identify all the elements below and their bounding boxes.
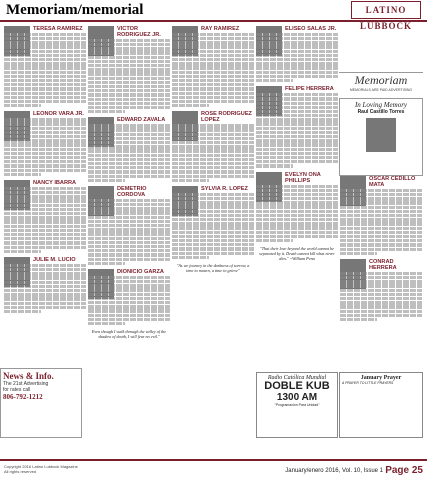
obituary-text [4, 264, 86, 313]
obituary-entry [172, 26, 254, 107]
loving-memory-box [339, 98, 423, 176]
column-3 [172, 26, 254, 446]
page-title: Memoriam/memorial [6, 2, 144, 18]
obituary-name: EDWARD ZAVALA [117, 117, 166, 124]
obituary-text [4, 33, 86, 107]
january-prayer-box [339, 372, 423, 438]
obituary-entry [4, 111, 86, 176]
obituary-entry [88, 186, 170, 265]
obituary-name: DEMETRIO CORDOVA [117, 186, 147, 198]
obituary-name: SYLVIA R. LOPEZ [201, 186, 248, 192]
news-ad-sub: The 21st Advertising [3, 381, 49, 387]
obituary-entry [88, 269, 170, 325]
loving-photo [366, 118, 396, 152]
memoriam-sub: MEMORIALS ARE PAID ADVERTISING [349, 88, 413, 92]
obituary-entry [256, 86, 338, 167]
obituary-text [340, 189, 422, 255]
obituary-text [256, 185, 338, 243]
obituary-name: EVELYN ONA PHILLIPS [285, 171, 321, 184]
memoriam-box [339, 72, 423, 96]
obituary-entry [88, 26, 170, 113]
loving-title: In Loving Memory [354, 101, 408, 109]
obituary-name: ROSE RODRIGUEZ LOPEZ [201, 111, 252, 124]
prayer-sub: A PRAYER TO LITTLE PRAYERS [342, 381, 394, 385]
obituary-entry [4, 26, 86, 107]
obituary-name: JULIE M. LUCIO [33, 257, 76, 263]
news-ad-rates: for rates call [3, 387, 31, 393]
obituary-entry [256, 26, 338, 82]
memorial-quote: Even though I walk through the valley of the shadow of death, I will fear no evil." [91, 329, 167, 340]
prayer-title: January Prayer [360, 375, 402, 381]
obituary-name: CONRAD HERRERA [369, 259, 397, 271]
obituary-entry [340, 176, 422, 255]
obituary-text [172, 33, 254, 107]
obituary-text [88, 276, 170, 325]
memorial-quote: "That their love beyond the world cannot be separated by it. Death cannot kill what never dies." ~William Penn [259, 246, 335, 262]
copyright-line: Copyright 2016 Latino Lubbock Magazine [4, 464, 78, 469]
rights-line: All rights reserved [4, 469, 37, 474]
obituary-text [172, 193, 254, 259]
copyright [4, 464, 78, 474]
obituary-name: LEONOR VARA JR. [33, 111, 84, 118]
news-ad-title: News & Info. [3, 371, 54, 381]
obituary-text [4, 118, 86, 176]
obituary-entry [88, 117, 170, 182]
obituary-name: NANCY IBARRA [33, 180, 77, 186]
obituary-text [88, 39, 170, 113]
obituary-name: RAY RAMIREZ [201, 26, 240, 32]
radio-tagline: "Programación Para Unidad" [274, 403, 320, 407]
obituary-name: VICTOR RODRIGUEZ JR. [117, 26, 161, 38]
obituary-entry [340, 259, 422, 321]
radio-frequency: 1300 AM [276, 392, 318, 403]
page-number: Page 25 [385, 465, 423, 476]
column-5 [340, 176, 422, 396]
footer-rule [0, 459, 427, 461]
obituary-name: ELISEO SALAS JR. [285, 26, 337, 32]
obituary-name: FELIPE HERRERA [285, 86, 334, 93]
page-footer [0, 462, 427, 480]
obituary-name: OSCAR CEDILLO MATA [369, 176, 416, 188]
radio-title: Radio Católica Mundial [267, 375, 327, 381]
radio-name: DOBLE KUB [264, 380, 330, 392]
obituary-text [4, 187, 86, 253]
obituary-name: TERESA RAMIREZ [33, 26, 83, 32]
radio-ad [256, 372, 338, 438]
issue-info: January/enero 2016, Vol. 10, Issue 1 [285, 468, 383, 474]
obituary-entry [256, 172, 338, 243]
memorial-quote: "As we journey in the darkness of sorrow, a time to mourn, a time to grieve" [176, 263, 250, 273]
news-ad-phone: 806-792-1212 [3, 393, 43, 401]
obituary-text [172, 124, 254, 182]
obituary-text [88, 124, 170, 182]
obituary-entry [4, 180, 86, 253]
obituary-entry [172, 186, 254, 259]
memoriam-title: Memoriam [354, 73, 408, 87]
news-info-ad [0, 368, 82, 438]
obituary-entry [4, 257, 86, 313]
obituary-entry [172, 111, 254, 182]
magazine-logo: LATINO LUBBOCK [351, 1, 421, 19]
obituary-text [256, 93, 338, 167]
obituary-text [88, 199, 170, 265]
obituary-text [340, 272, 422, 321]
obituary-name: DIONICIO GARZA [117, 269, 164, 275]
obituary-text [256, 33, 338, 82]
loving-name: Raul Castillo Torres [357, 109, 405, 115]
column-2 [88, 26, 170, 446]
